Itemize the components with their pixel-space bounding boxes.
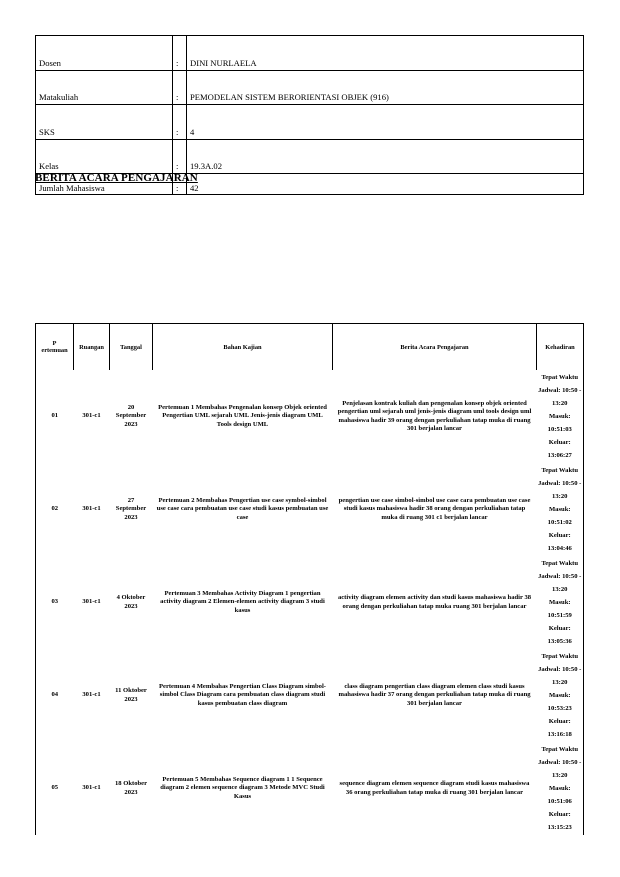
cell-pertemuan: 02: [36, 463, 74, 556]
kehadiran-masuk: Masuk: 10:51:02: [547, 506, 572, 526]
kehadiran-status: Tepat Waktu: [541, 746, 578, 753]
cell-tanggal: 18 Oktober 2023: [114, 780, 148, 796]
cell-kehadiran: [537, 370, 584, 463]
header-pertemuan-line1: P: [52, 340, 57, 347]
kehadiran-keluar: Keluar: 13:05:36: [547, 625, 572, 645]
table-row: [36, 742, 584, 835]
kehadiran-jadwal: Jadwal: 10:50 - 13:20: [538, 387, 582, 407]
kehadiran-keluar: Keluar: 13:04:46: [547, 532, 572, 552]
kehadiran-status: Tepat Waktu: [541, 374, 578, 381]
table-row: [36, 463, 584, 556]
kehadiran-jadwal: Jadwal: 10:50 - 13:20: [538, 666, 582, 686]
info-row-kelas: [36, 139, 584, 174]
kehadiran-masuk: Masuk: 10:53:23: [547, 692, 572, 712]
kehadiran-jadwal: Jadwal: 10:50 - 13:20: [538, 573, 582, 593]
cell-berita: Penjelasan kontrak kuliah dan pengenalan konsep objek oriented pengertian uml sejarah uml jenis-jenis diagram uml tools design uml mahasiswa hadir 39 orang dengan perkuliahan tatap muka di ruang 301 berjalan lancar: [337, 399, 532, 432]
cell-bahan: Pertemuan 1 Membahas Pengenalan konsep Objek oriented Pengertian UML sejarah UML Jenis-jenis diagram UML Tools design UML: [158, 403, 327, 428]
kehadiran-jadwal: Jadwal: 10:50 - 13:20: [538, 480, 582, 500]
info-colon: :: [173, 105, 187, 140]
cell-tanggal: 27 September 2023: [115, 496, 147, 521]
cell-kehadiran: [537, 463, 584, 556]
cell-pertemuan: 01: [36, 370, 74, 463]
info-value: PEMODELAN SISTEM BERORIENTASI OBJEK (916): [187, 70, 584, 105]
table-row: [36, 649, 584, 742]
kehadiran-keluar: Keluar: 13:16:18: [547, 718, 572, 738]
cell-kehadiran: [537, 556, 584, 649]
teaching-log-table: [35, 323, 584, 835]
info-value: 4: [187, 105, 584, 140]
info-colon: :: [173, 174, 187, 195]
header-pertemuan: [36, 324, 74, 371]
cell-ruangan: 301-c1: [82, 784, 101, 792]
header-ruangan: Ruangan: [74, 324, 110, 371]
cell-tanggal: 4 Oktober 2023: [116, 594, 146, 610]
kehadiran-status: Tepat Waktu: [541, 560, 578, 567]
kehadiran-jadwal: Jadwal: 10:50 - 13:20: [538, 759, 582, 779]
cell-pertemuan: 03: [36, 556, 74, 649]
kehadiran-status: Tepat Waktu: [541, 467, 578, 474]
page-title: BERITA ACARA PENGAJARAN: [35, 172, 198, 184]
info-label: Kelas: [36, 139, 173, 174]
info-colon: :: [173, 70, 187, 105]
cell-bahan: Pertemuan 4 Membahas Pengertian Class Diagram simbol-simbol Class Diagram cara pembuatan class diagram studi kasus pembuatan class diagram: [158, 682, 327, 707]
cell-bahan: Pertemuan 3 Membahas Activity Diagram 1 pengertian activity diagram 2 Elemen-elemen activity diagram 3 studi kasus: [160, 589, 325, 614]
cell-berita: sequence diagram elemen sequence diagram studi kasus mahasiswa 36 orang perkuliahan tatap muka di ruang 301 berjalan lancar: [339, 780, 530, 796]
info-label: Dosen: [36, 36, 173, 71]
info-value: 19.3A.02: [187, 139, 584, 174]
info-value: DINI NURLAELA: [187, 36, 584, 71]
cell-ruangan: 301-c1: [82, 412, 101, 420]
cell-pertemuan: 05: [36, 742, 74, 835]
info-label: Matakuliah: [36, 70, 173, 105]
info-label: SKS: [36, 105, 173, 140]
table-row: [36, 556, 584, 649]
info-row-matakuliah: [36, 70, 584, 105]
cell-berita: class diagram pengertian class diagram elemen class studi kasus mahasiswa hadir 37 orang dengan perkuliahan tatap muka di ruang 301 berjalan lancar: [338, 682, 531, 707]
header-berita: Berita Acara Pengajaran: [333, 324, 537, 371]
kehadiran-masuk: Masuk: 10:51:59: [547, 599, 572, 619]
cell-bahan: Pertemuan 2 Membahas Pengertian use case symbol-simbol use case cara pembuatan use case studi kasus pembuatan use case: [156, 496, 329, 521]
cell-berita: pengertian use case simbol-simbol use case cara pembuatan use case studi kasus mahasiswa hadir 38 orang dengan perkuliahan tatap muka di ruang 301 c1 berjalan lancar: [338, 496, 531, 521]
info-label: Jumlah Mahasiswa: [36, 174, 173, 195]
info-colon: :: [173, 36, 187, 71]
kehadiran-keluar: Keluar: 13:15:23: [547, 811, 572, 831]
header-pertemuan-line2: ertemuan: [41, 347, 68, 354]
cell-berita: activity diagram elemen activity dan studi kasus mahasiswa hadir 38 orang dengan perkuliahan tatap muka ruang 301 berjalan lancar: [337, 594, 532, 610]
header-kehadiran: Kehadiran: [537, 324, 584, 371]
cell-kehadiran: [537, 649, 584, 742]
info-colon: :: [173, 139, 187, 174]
header-tanggal: Tanggal: [110, 324, 153, 371]
info-value: 42: [187, 174, 584, 195]
table-header-row: [36, 324, 584, 371]
kehadiran-masuk: Masuk: 10:51:03: [547, 413, 572, 433]
cell-pertemuan: 04: [36, 649, 74, 742]
cell-ruangan: 301-c1: [82, 598, 101, 606]
info-row-dosen: [36, 36, 584, 71]
cell-ruangan: 301-c1: [82, 691, 101, 699]
cell-kehadiran: [537, 742, 584, 835]
cell-bahan: Pertemuan 5 Membahas Sequence diagram 1 1 Sequence diagram 2 elemen sequence diagram 3 Metode MVC Studi Kasus: [160, 775, 325, 800]
cell-tanggal: 20 September 2023: [115, 403, 147, 428]
kehadiran-masuk: Masuk: 10:51:06: [547, 785, 572, 805]
kehadiran-keluar: Keluar: 13:06:27: [547, 439, 572, 459]
kehadiran-status: Tepat Waktu: [541, 653, 578, 660]
cell-tanggal: 11 Oktober 2023: [115, 687, 147, 703]
table-row: [36, 370, 584, 463]
info-row-sks: [36, 105, 584, 140]
header-bahan: Bahan Kajian: [153, 324, 333, 371]
cell-ruangan: 301-c1: [82, 505, 101, 513]
